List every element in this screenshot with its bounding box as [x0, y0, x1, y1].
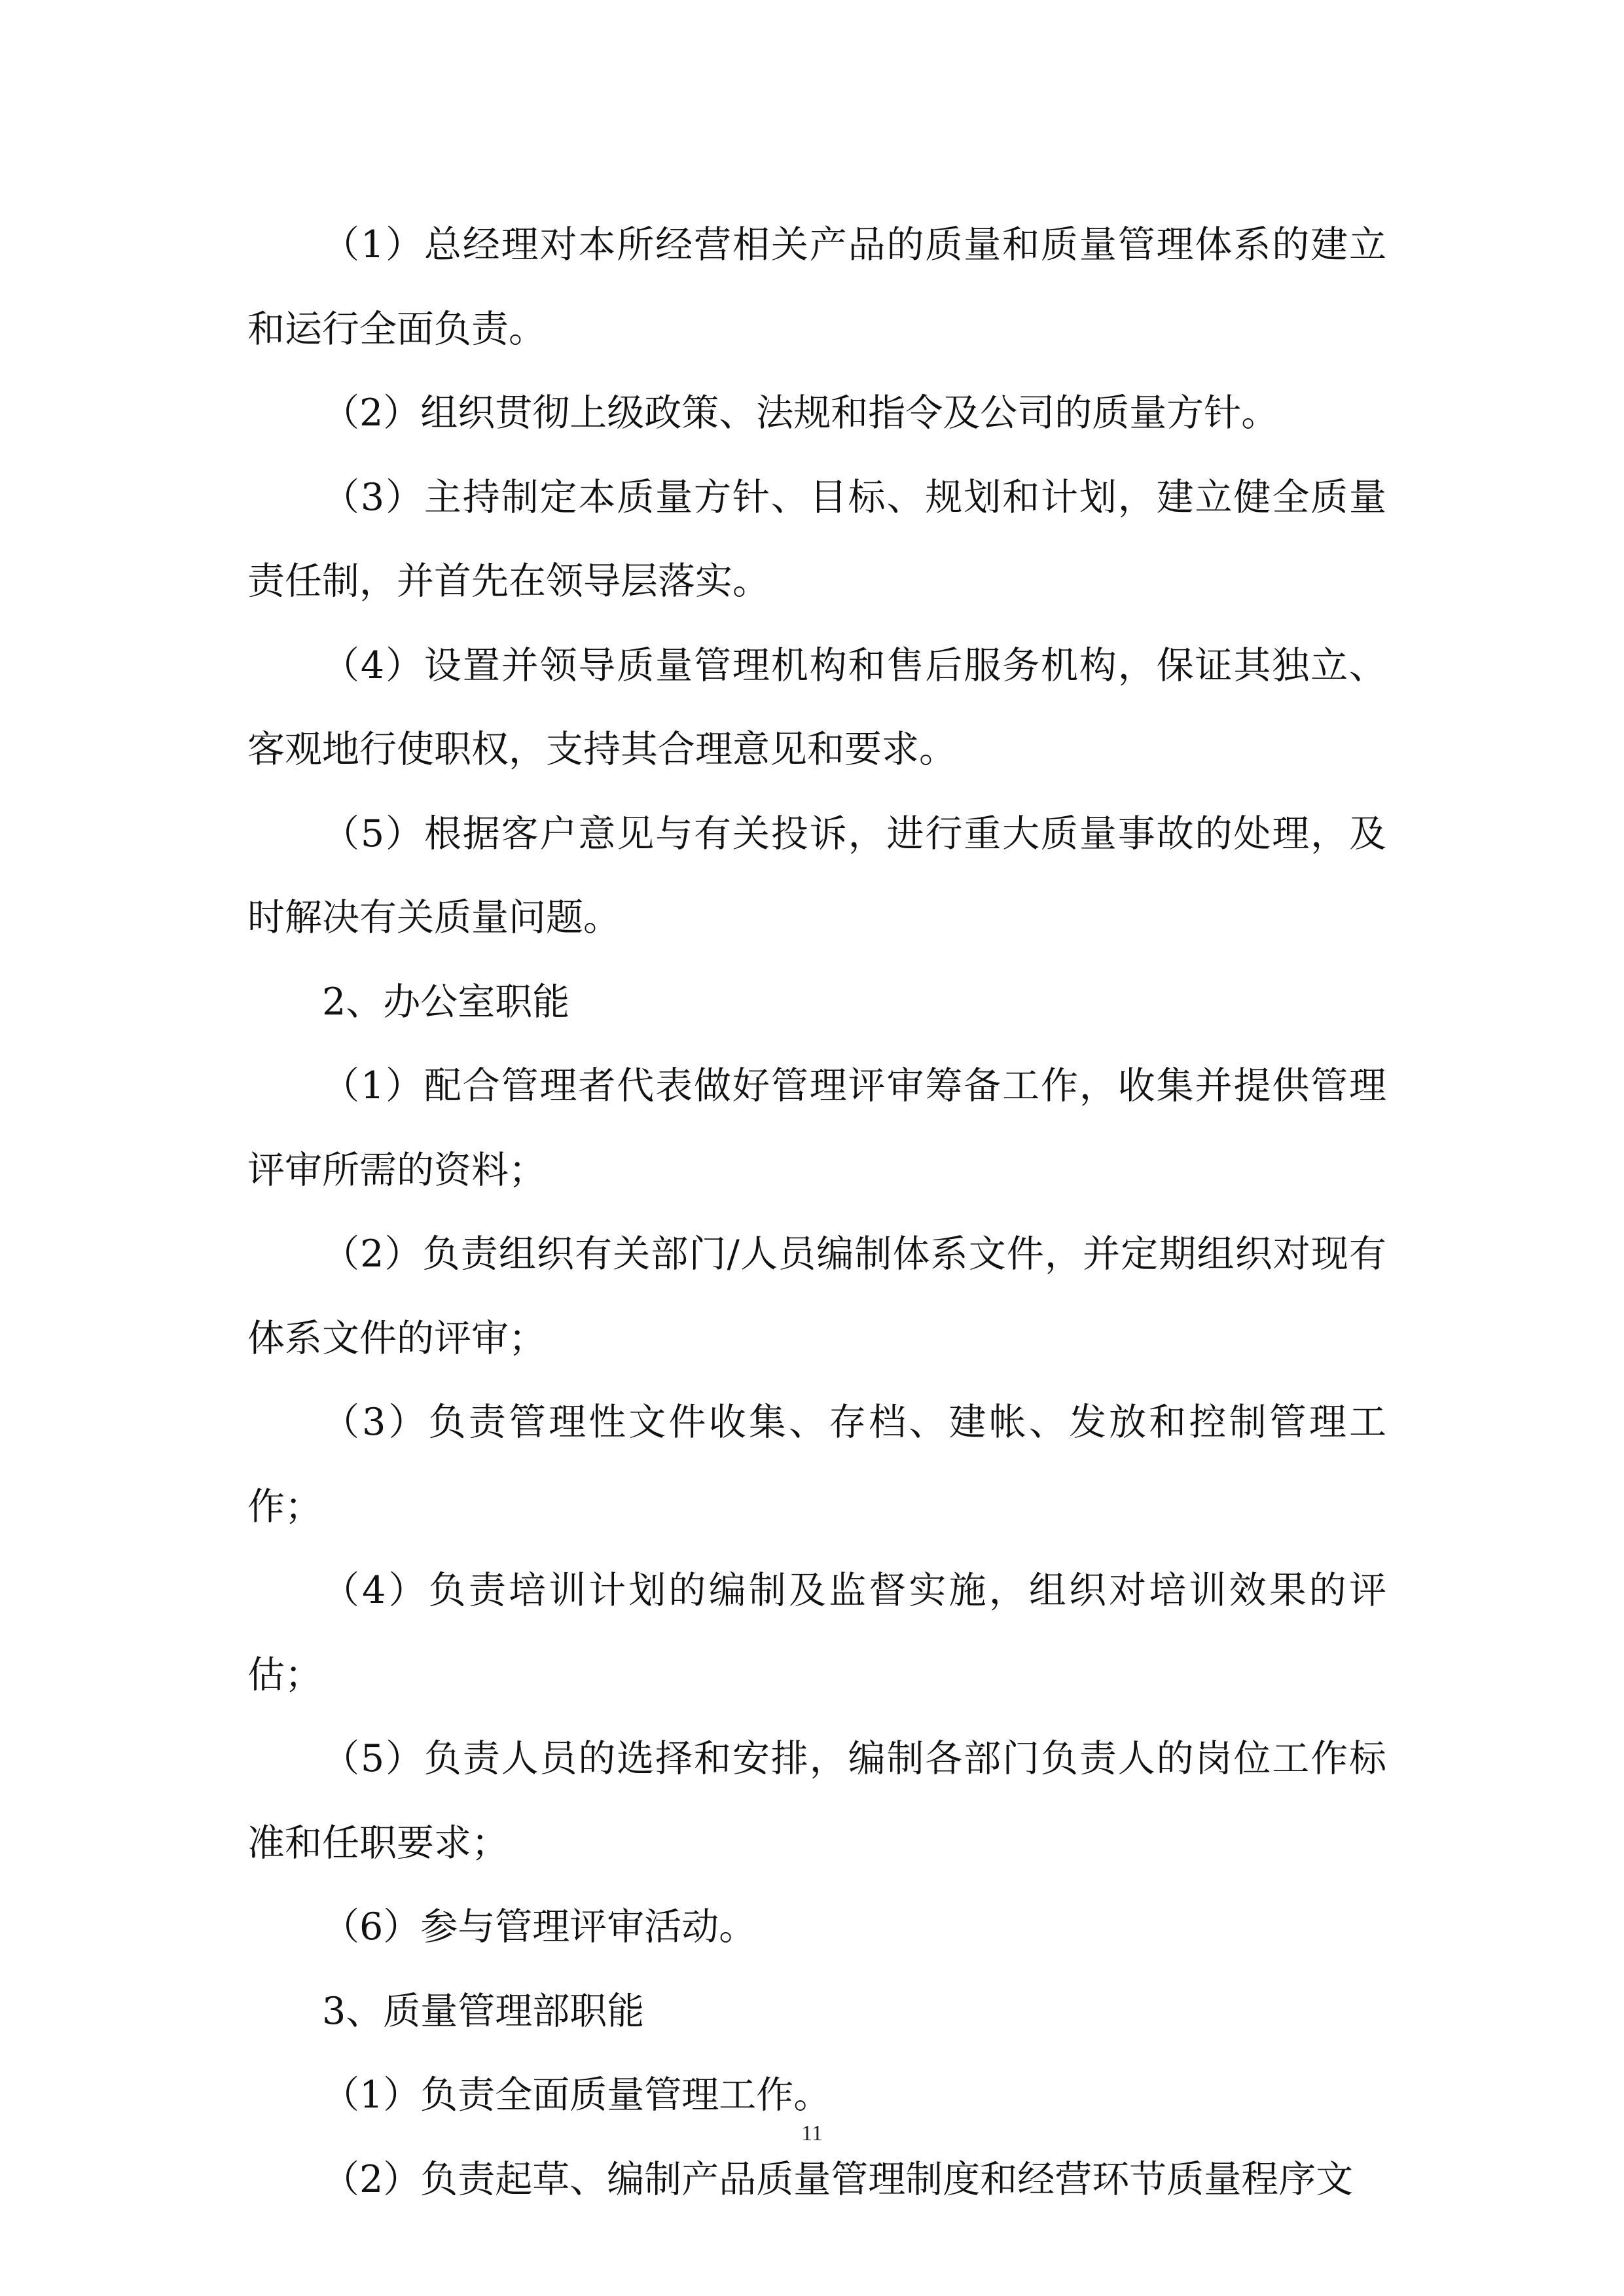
paragraph: （3）负责管理性文件收集、存档、建帐、发放和控制管理工作； — [247, 1401, 1386, 1528]
paragraph: （4）负责培训计划的编制及监督实施，组织对培训效果的评估； — [247, 1569, 1386, 1696]
paragraph: （2）负责起草、编制产品质量管理制度和经营环节质量程序文 — [322, 2157, 1354, 2201]
paragraph: （4）设置并领导质量管理机构和售后服务机构，保证其独立、客观地行使职权，支持其合理意见和要求。 — [247, 643, 1386, 771]
document-body — [247, 203, 1386, 2221]
section-heading: 2、办公室职能 — [322, 980, 570, 1024]
section-heading: 3、质量管理部职能 — [322, 1989, 645, 2033]
paragraph: （1）总经理对本所经营相关产品的质量和质量管理体系的建立和运行全面负责。 — [247, 223, 1386, 351]
paragraph: （3）主持制定本质量方针、目标、规划和计划，建立健全质量责任制，并首先在领导层落实。 — [247, 475, 1386, 603]
paragraph: （6）参与管理评审活动。 — [322, 1905, 757, 1948]
paragraph: （2）负责组织有关部门/人员编制体系文件，并定期组织对现有体系文件的评审； — [247, 1232, 1386, 1360]
paragraph: （5）根据客户意见与有关投诉，进行重大质量事故的处理，及时解决有关质量问题。 — [247, 812, 1386, 939]
paragraph: （1）配合管理者代表做好管理评审筹备工作，收集并提供管理评审所需的资料； — [247, 1064, 1386, 1192]
paragraph: （5）负责人员的选择和安排，编制各部门负责人的岗位工作标准和任职要求； — [247, 1737, 1386, 1865]
page-number: 11 — [801, 2121, 823, 2145]
paragraph: （1）负责全面质量管理工作。 — [322, 2073, 831, 2117]
paragraph: （2）组织贯彻上级政策、法规和指令及公司的质量方针。 — [322, 391, 1279, 435]
